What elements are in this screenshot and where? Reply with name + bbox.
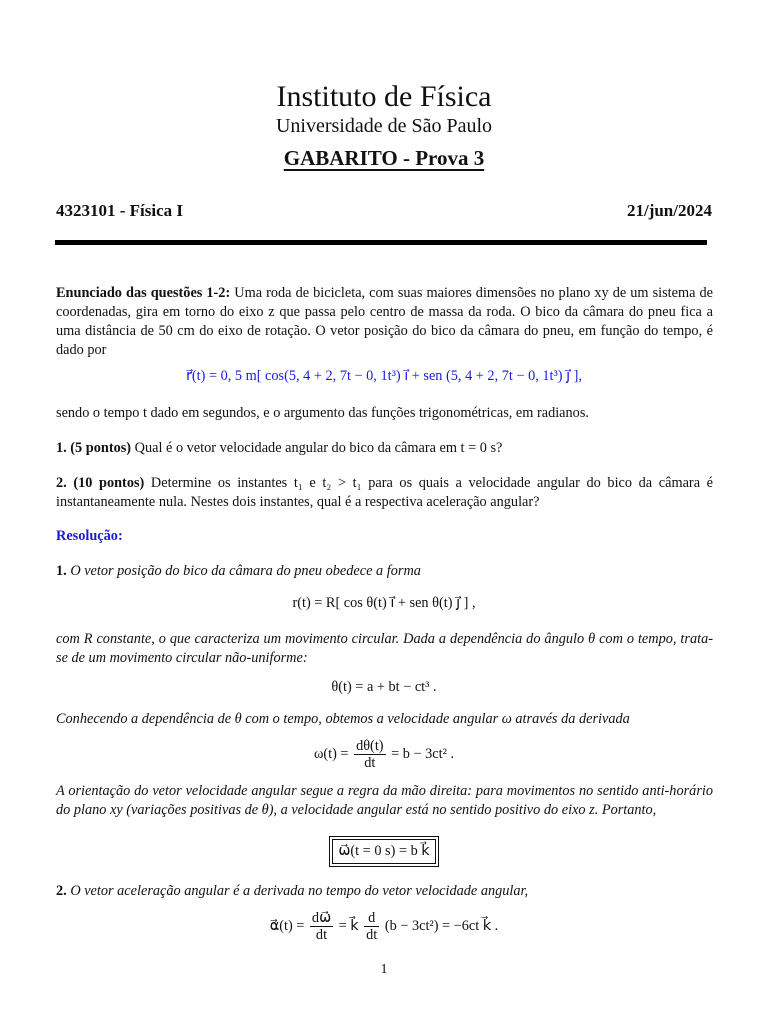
alpha-fraction-1-denominator: dt — [315, 927, 328, 943]
course-code: 4323101 - Física I — [56, 201, 184, 220]
resolution-omega-intro: Conhecendo a dependência de θ com o tempo, obtemos a velocidade angular ω através da derivada — [56, 711, 630, 727]
position-equation: r⃗(t) = 0, 5 m[ cos(5, 4 + 2, 7t − 0, 1t³) i⃗ + sen (5, 4 + 2, 7t − 0, 1t³) j⃗ ], — [186, 368, 582, 384]
omega-equation — [0, 738, 768, 771]
alpha-lhs: α⃗(t) = — [269, 917, 305, 934]
omega-result-box — [0, 836, 768, 867]
exam-date: 21/jun/2024 — [626, 201, 712, 220]
question-1 — [56, 439, 713, 458]
resolution-2-intro — [56, 882, 713, 901]
question-1-label: 1. (5 pontos) — [56, 440, 132, 456]
resolution-circular-text: com R constante, o que caracteriza um movimento circular. Dada a dependência do ângulo θ com o tempo, trata-se de um movimento circular não-uniforme: — [56, 631, 713, 666]
question-2 — [56, 474, 713, 512]
resolution-1-intro — [56, 562, 713, 581]
alpha-fraction-2-denominator: dt — [366, 927, 378, 943]
alpha-fraction-2 — [364, 910, 379, 943]
omega-result: ω⃗(t = 0 s) = b k⃗ — [332, 839, 435, 864]
resolution-direction-text: A orientação do vetor velocidade angular segue a regra da mão direita: para movimentos no sentido anti-horário do plano xy (variações positivas de θ), a velocidade angular está no sentido positivo do eixo z. Portanto, — [56, 783, 713, 818]
resolution-1-text: O vetor posição do bico da câmara do pneu obedece a forma — [70, 563, 421, 579]
answer-box — [329, 836, 438, 867]
alpha-fraction-1-numerator: dω⃗ — [311, 910, 332, 926]
institute-title: Instituto de Física — [276, 80, 492, 113]
statement-text: Uma roda de bicicleta, com suas maiores dimensões no plano xy de um sistema de coordenadas, gira em torno do eixo z que passa pelo centro de massa da roda. O bico da câmara do pneu fica a uma distância de 50 cm do eixo de rotação. O vetor posição do bico da câmara do pneu, em função do tempo, é dado por — [56, 285, 713, 358]
omega-rhs: = b − 3ct² . — [391, 745, 455, 762]
alpha-fraction-1 — [310, 910, 333, 943]
page-number: 1 — [380, 962, 388, 977]
resolution-title: Resolução: — [56, 528, 123, 544]
resolution-2-number: 2. — [56, 883, 67, 899]
statement-label: Enunciado das questões 1-2: — [56, 285, 231, 301]
alpha-equation — [0, 910, 768, 943]
header-divider — [55, 240, 707, 245]
omega-fraction — [354, 738, 386, 771]
question-2-text: Determine os instantes t₁ e t₂ > t₁ para os quais a velocidade angular do bico da câmara é instantaneamente nula. Nestes dois instantes, qual é a respectiva aceleração angular? — [56, 475, 713, 510]
exam-title-wrap — [0, 146, 768, 171]
exam-title: GABARITO - Prova 3 — [283, 146, 485, 170]
statement-after: sendo o tempo t dado em segundos, e o argumento das funções trigonométricas, em radianos. — [56, 405, 589, 421]
resolution-1-number: 1. — [56, 563, 67, 579]
alpha-mid: = k⃗ — [338, 917, 359, 934]
university-name: Universidade de São Paulo — [275, 115, 493, 137]
circular-form-equation: r(t) = R[ cos θ(t) i⃗ + sen θ(t) j⃗ ] , — [292, 595, 476, 611]
question-1-text: Qual é o vetor velocidade angular do bico da câmara em t = 0 s? — [134, 440, 503, 456]
alpha-fraction-2-numerator: d — [364, 910, 379, 927]
omega-fraction-numerator: dθ(t) — [356, 738, 384, 754]
theta-equation: θ(t) = a + bt − ct³ . — [331, 679, 437, 695]
alpha-rhs: (b − 3ct²) = −6ct k⃗ . — [384, 917, 499, 934]
omega-lhs: ω(t) = — [313, 745, 349, 762]
statement-paragraph — [56, 284, 713, 360]
resolution-2-text: O vetor aceleração angular é a derivada no tempo do vetor velocidade angular, — [70, 883, 529, 899]
question-2-label: 2. (10 pontos) — [56, 475, 145, 491]
omega-fraction-denominator: dt — [364, 755, 376, 771]
